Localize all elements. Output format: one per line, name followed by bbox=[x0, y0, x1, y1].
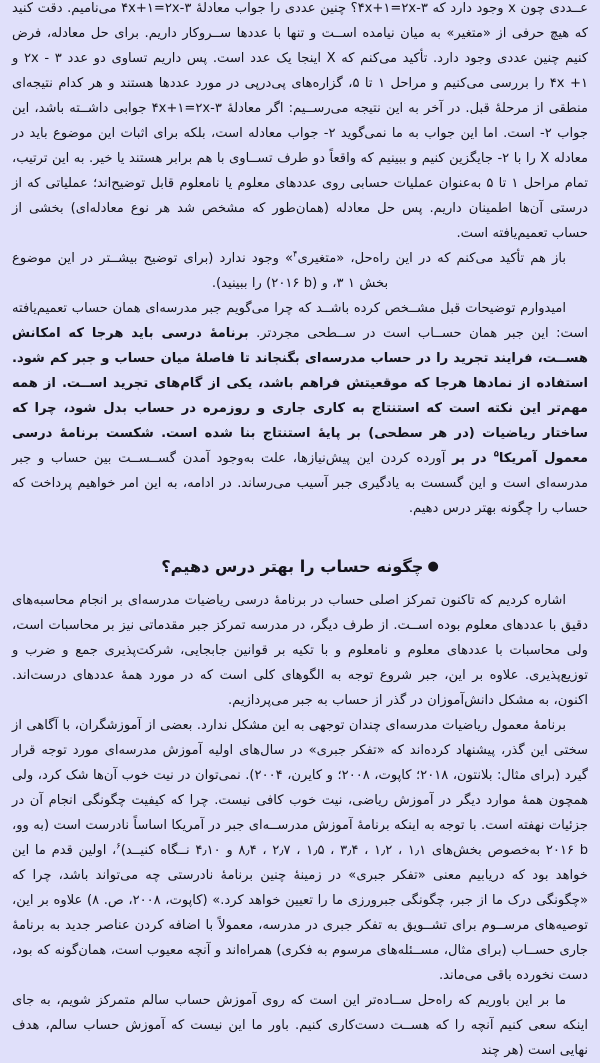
footnote-marker: ۵ bbox=[493, 448, 499, 459]
text-run: ؟ چنین عددی را جواب معادلۀ bbox=[191, 1, 358, 16]
paragraph-simpler-solution: ما بر این باوریم که راه‌حل ســاده‌تر این است که روی آموزش حساب سالم متمرکز شویم، به جای اینکه سعی کنیم آنچه را که هســت دست‌کاری کنیم. باور ما این نیست که آموزش حساب سالم، هدف نهایی است (هر چند bbox=[12, 993, 588, 1058]
text-flow bbox=[12, 0, 588, 1063]
equation-inline: ۴x+۱=۲x-۳ bbox=[357, 1, 428, 16]
text-run: باز هم تأکید می‌کنم که در این راه‌حل، «متغیری bbox=[297, 251, 566, 266]
paragraph-algebraic-thinking-proposals bbox=[12, 713, 588, 988]
text-run: را بررسی می‌کنیم و مراحل ۱ تا ۵، گزاره‌های پی‌درپی در مورد عددها هستند و هر کدام نتیجه‌ای منطقی از مرحلۀ قبل. در آخر به این نتیجه می‌رســیم: اگر معادلۀ bbox=[12, 76, 589, 116]
text-run: ). نمی‌توان در نیت خوب آن‌ها شک کرد، ولی همچون همۀ موارد دیگر در آموزش ریاضی، نیت خوب کافی نیست. چرا که کیفیت چگونگی انجام آن در جزئیات نهفته است. با توجه به اینکه برنامۀ آموزش مدرســه‌ای جبر در آمریکا اساساً نادرست است (به وو، bbox=[12, 768, 588, 833]
heading-spacer-above bbox=[12, 521, 588, 554]
citation-year: ۲۰۰۴ bbox=[254, 768, 283, 783]
citation-year: ۲۰۱۶ b bbox=[271, 276, 313, 291]
citation-year: ۲۰۰۸ bbox=[341, 768, 370, 783]
text-run: ، ص. ۸) علاوه بر این، توصیه‌های مرســوم برای تشــویق به تفکر جبری در مدرسه، معمولاً با اضافه کردن عناصر جدید به برنامۀ جاری حســاب (برای مثال، مســئله‌های مرسوم به فکری) همراه‌اند و آنچه معیوب است، همان‌گونه که بود، دست نخورده باقی می‌ماند. bbox=[12, 893, 588, 983]
equation-inline: ۴x+۱=۲x-۳ bbox=[151, 101, 222, 116]
footnote-marker: ۶ bbox=[116, 840, 121, 851]
emphasised-text-run: برنامۀ درسی باید هرجا که امکانش هســت، فرایند تجرید را در حساب مدرسه‌ای بگنجاند تا فاصلۀ میان حساب و جبر کم شود. استفاده از نمادها هرجا که موقعیتش فراهم باشد، یکی از گام‌های تجرید اســت. از همه مهم‌تر این نکته است که استنتاج به کاری جاری و روزمره در حساب بدل شود، چرا که ساختار ریاضیات (در هر سطحی) بر پایۀ استنتاج بنا شده است. شکست برنامۀ درسی معمول آمریکا bbox=[12, 326, 588, 466]
equation-inline: ۲x - ۳ bbox=[23, 51, 62, 66]
text-run: را با ۲- جایگزین کنیم و ببینیم که واقعاً دو طرف تســاوی با هم برابر هستند یا خیر. به این ترتیب، تمام مراحل ۱ تا ۵ به‌عنوان عملیات حسابی روی عددهای معلوم یا نامعلوم قابل توضیح‌اند؛ عملیاتی که از درستی آن‌ها اطمینان داریم. پس حل معادله (همان‌طور که مشخص شد هر نوع معادله‌ای) بخشی از حساب تعمیم‌یافته است. bbox=[12, 151, 589, 241]
text-run: جوابی داشــته باشد، این جواب ۲- است. اما این جواب به ما نمی‌گوید ۲- جواب معادله است، بلکه برای اثبات این موضوع باید در معادله bbox=[12, 101, 589, 166]
emphasised-text-run: در بر bbox=[452, 451, 494, 466]
text-run: آورده کردن این پیش‌نیازها، علت به‌وجود آمدن گســســت بین حساب و جبر مدرسه‌ای است و این گسست به یادگیری جبر آسیب می‌رساند. در ادامه، به این امر خواهیم پرداخت که حساب را چگونه بهتر درس دهیم. bbox=[12, 451, 588, 516]
variable-x: X bbox=[326, 51, 336, 66]
text-run: می‌نامیم. دقت کنید که هیچ حرفی از «متغیر» به میان نیامده اســت و تنها با عددها ســروکار داریم. برای حل معادله، فرض کنیم چنین عددی وجود دارد. تأکید می‌کنم که bbox=[12, 1, 588, 66]
text-run: برنامۀ معمول ریاضیات مدرسه‌ای چندان توجهی به این مشکل ندارد. بعضی از آموزشگران، با آگاهی از سختی این گذر، پیشنهاد کرده‌اند که «تفکر جبری» در سال‌های اولیه آموزش مدرسه‌ای مورد توجه قرار گیرد (برای مثال: بلانتون، bbox=[12, 718, 589, 783]
text-run: اینجا یک عدد است. پس داریم تساوی دو عدد bbox=[61, 51, 327, 66]
text-run: ؛ و کایرن، bbox=[282, 768, 342, 783]
text-run: امیدوارم توضیحات قبل مشــخص کرده باشــد که چرا می‌گویم جبر مدرسه‌ای همان حساب تعمیم‌یافته است: این جبر همان حســاب است در ســطحی مجردتر. bbox=[12, 301, 588, 341]
section-heading-teach-arithmetic-better bbox=[12, 554, 588, 579]
paragraph-equation-solution bbox=[12, 0, 588, 246]
variable-x: X bbox=[540, 151, 550, 166]
citation-year: ۲۰۱۸ bbox=[420, 768, 449, 783]
text-run: » وجود ندارد (برای توضیح بیشــتر در این موضوع بخش ۱ ۳، و ( bbox=[12, 251, 389, 291]
equation-inline: ۴x +۱ bbox=[549, 76, 588, 91]
bullet-icon: ● bbox=[427, 559, 439, 574]
text-run: به‌خصوص بخش‌های ۱٫۱ ، ۱٫۲ ، ۳٫۴ ، ۱٫۵ ، ۲٫۷ ، ۸٫۴ و ۴٫۱۰ نــگاه کنیــد) bbox=[120, 843, 546, 858]
equation-inline: ۴x+۱=۲x-۳ bbox=[121, 1, 192, 16]
variable-x: x bbox=[508, 1, 516, 16]
citation-year: ۲۰۱۶ b bbox=[545, 843, 589, 858]
heading-spacer-below bbox=[12, 579, 588, 588]
text-run: و bbox=[12, 51, 24, 66]
text-run: ) را ببینید). bbox=[211, 276, 272, 291]
text-run: وجود دارد که bbox=[427, 1, 509, 16]
citation-year: ۲۰۰۸ bbox=[132, 893, 161, 908]
text-run: ، اولین قدم ما این خواهد بود که دریابیم معنی «تفکر جبری» در زمینۀ چنین برنامۀ نادرستی چه می‌تواند باشد، چرا که «چگونگی درک ما از جبر، چگونگی جبرورزی ما را تعیین خواهد کرد.» (کاپوت، bbox=[12, 843, 588, 908]
paragraph-algebra-is-generalized-arithmetic bbox=[12, 296, 588, 521]
section-heading-label: چگونه حساب را بهتر درس دهیم؟ bbox=[161, 557, 424, 576]
text-run: ؛ کاپوت، bbox=[369, 768, 421, 783]
footnote-marker: ۴ bbox=[293, 248, 298, 259]
paragraph-no-variable-note bbox=[12, 246, 588, 296]
text-run: عــددی چون bbox=[515, 1, 588, 16]
paragraph-focus-of-arithmetic: اشاره کردیم که تاکنون تمرکز اصلی حساب در برنامۀ درسی ریاضیات مدرسه‌ای بر انجام محاسبه‌های دقیق با عددهای معلوم بوده اســت. از طرف دیگر، در مدرسه تمرکز جبر مقدماتی نیز بر محاسبات است، ولی محاسبات با عددهای معلوم و نامعلوم و با تکیه بر قوانین جابجایی، شرکت‌پذیری جمع و ضرب و توزیع‌پذیری. علاوه بر این، جبر شروع توجه به الگوهای کلی است که در مورد همۀ عددهای درست‌اند. اکنون، به مشکل دانش‌آموزان در گذر از حساب به جبر می‌پردازیم. bbox=[12, 593, 588, 708]
